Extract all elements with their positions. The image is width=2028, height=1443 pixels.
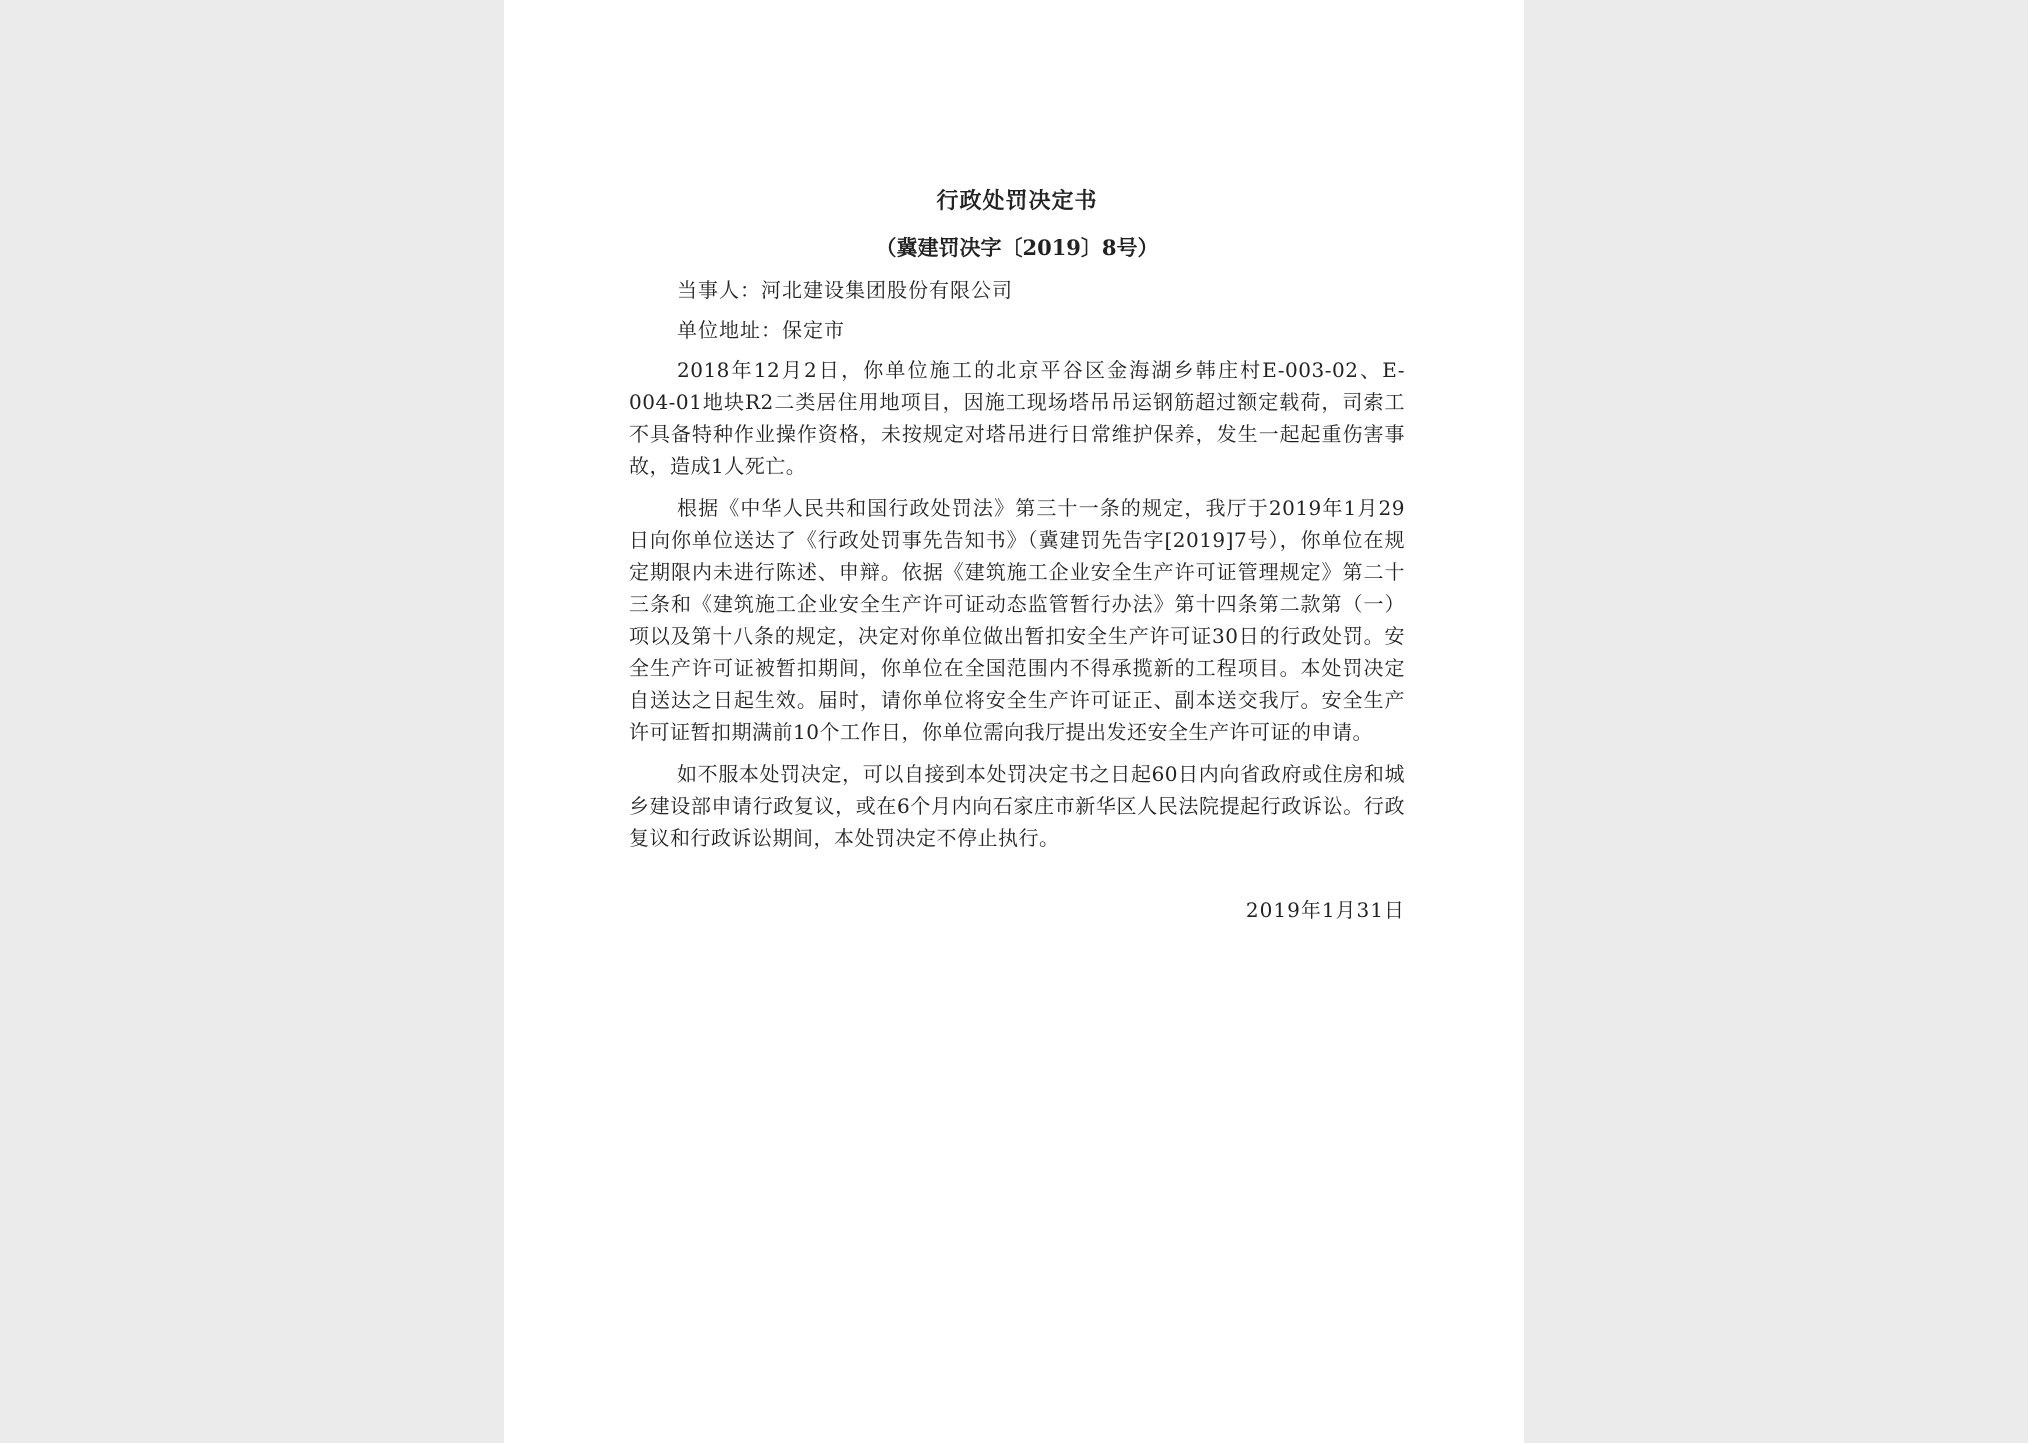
paragraph-appeal: 如不服本处罚决定，可以自接到本处罚决定书之日起60日内向省政府或住房和城乡建设部申请行政复议，或在6个月内向石家庄市新华区人民法院提起行政诉讼。行政复议和行政诉讼期间，本处罚决定不停止执行。	[629, 762, 1405, 850]
document-number: （冀建罚决字〔2019〕8号）	[875, 235, 1159, 260]
document-date: 2019年1月31日	[1245, 898, 1405, 922]
document-page	[504, 0, 1524, 1443]
address-line: 单位地址：保定市	[677, 318, 845, 342]
paragraph-incident: 2018年12月2日，你单位施工的北京平谷区金海湖乡韩庄村E-003-02、E-004-01地块R2二类居住用地项目，因施工现场塔吊吊运钢筋超过额定载荷，司索工不具备特种作业操作资格，未按规定对塔吊进行日常维护保养，发生一起起重伤害事故，造成1人死亡。	[629, 358, 1405, 478]
page-content	[629, 182, 1405, 926]
party-line: 当事人：河北建设集团股份有限公司	[677, 278, 1013, 302]
document-title: 行政处罚决定书	[936, 188, 1098, 214]
paragraph-decision: 根据《中华人民共和国行政处罚法》第三十一条的规定，我厅于2019年1月29日向你单位送达了《行政处罚事先告知书》（冀建罚先告字[2019]7号），你单位在规定期限内未进行陈述、申辩。依据《建筑施工企业安全生产许可证管理规定》第二十三条和《建筑施工企业安全生产许可证动态监管暂行办法》第十四条第二款第（一）项以及第十八条的规定，决定对你单位做出暂扣安全生产许可证30日的行政处罚。安全生产许可证被暂扣期间，你单位在全国范围内不得承揽新的工程项目。本处罚决定自送达之日起生效。届时，请你单位将安全生产许可证正、副本送交我厅。安全生产许可证暂扣期满前10个工作日，你单位需向我厅提出发还安全生产许可证的申请。	[629, 496, 1405, 744]
